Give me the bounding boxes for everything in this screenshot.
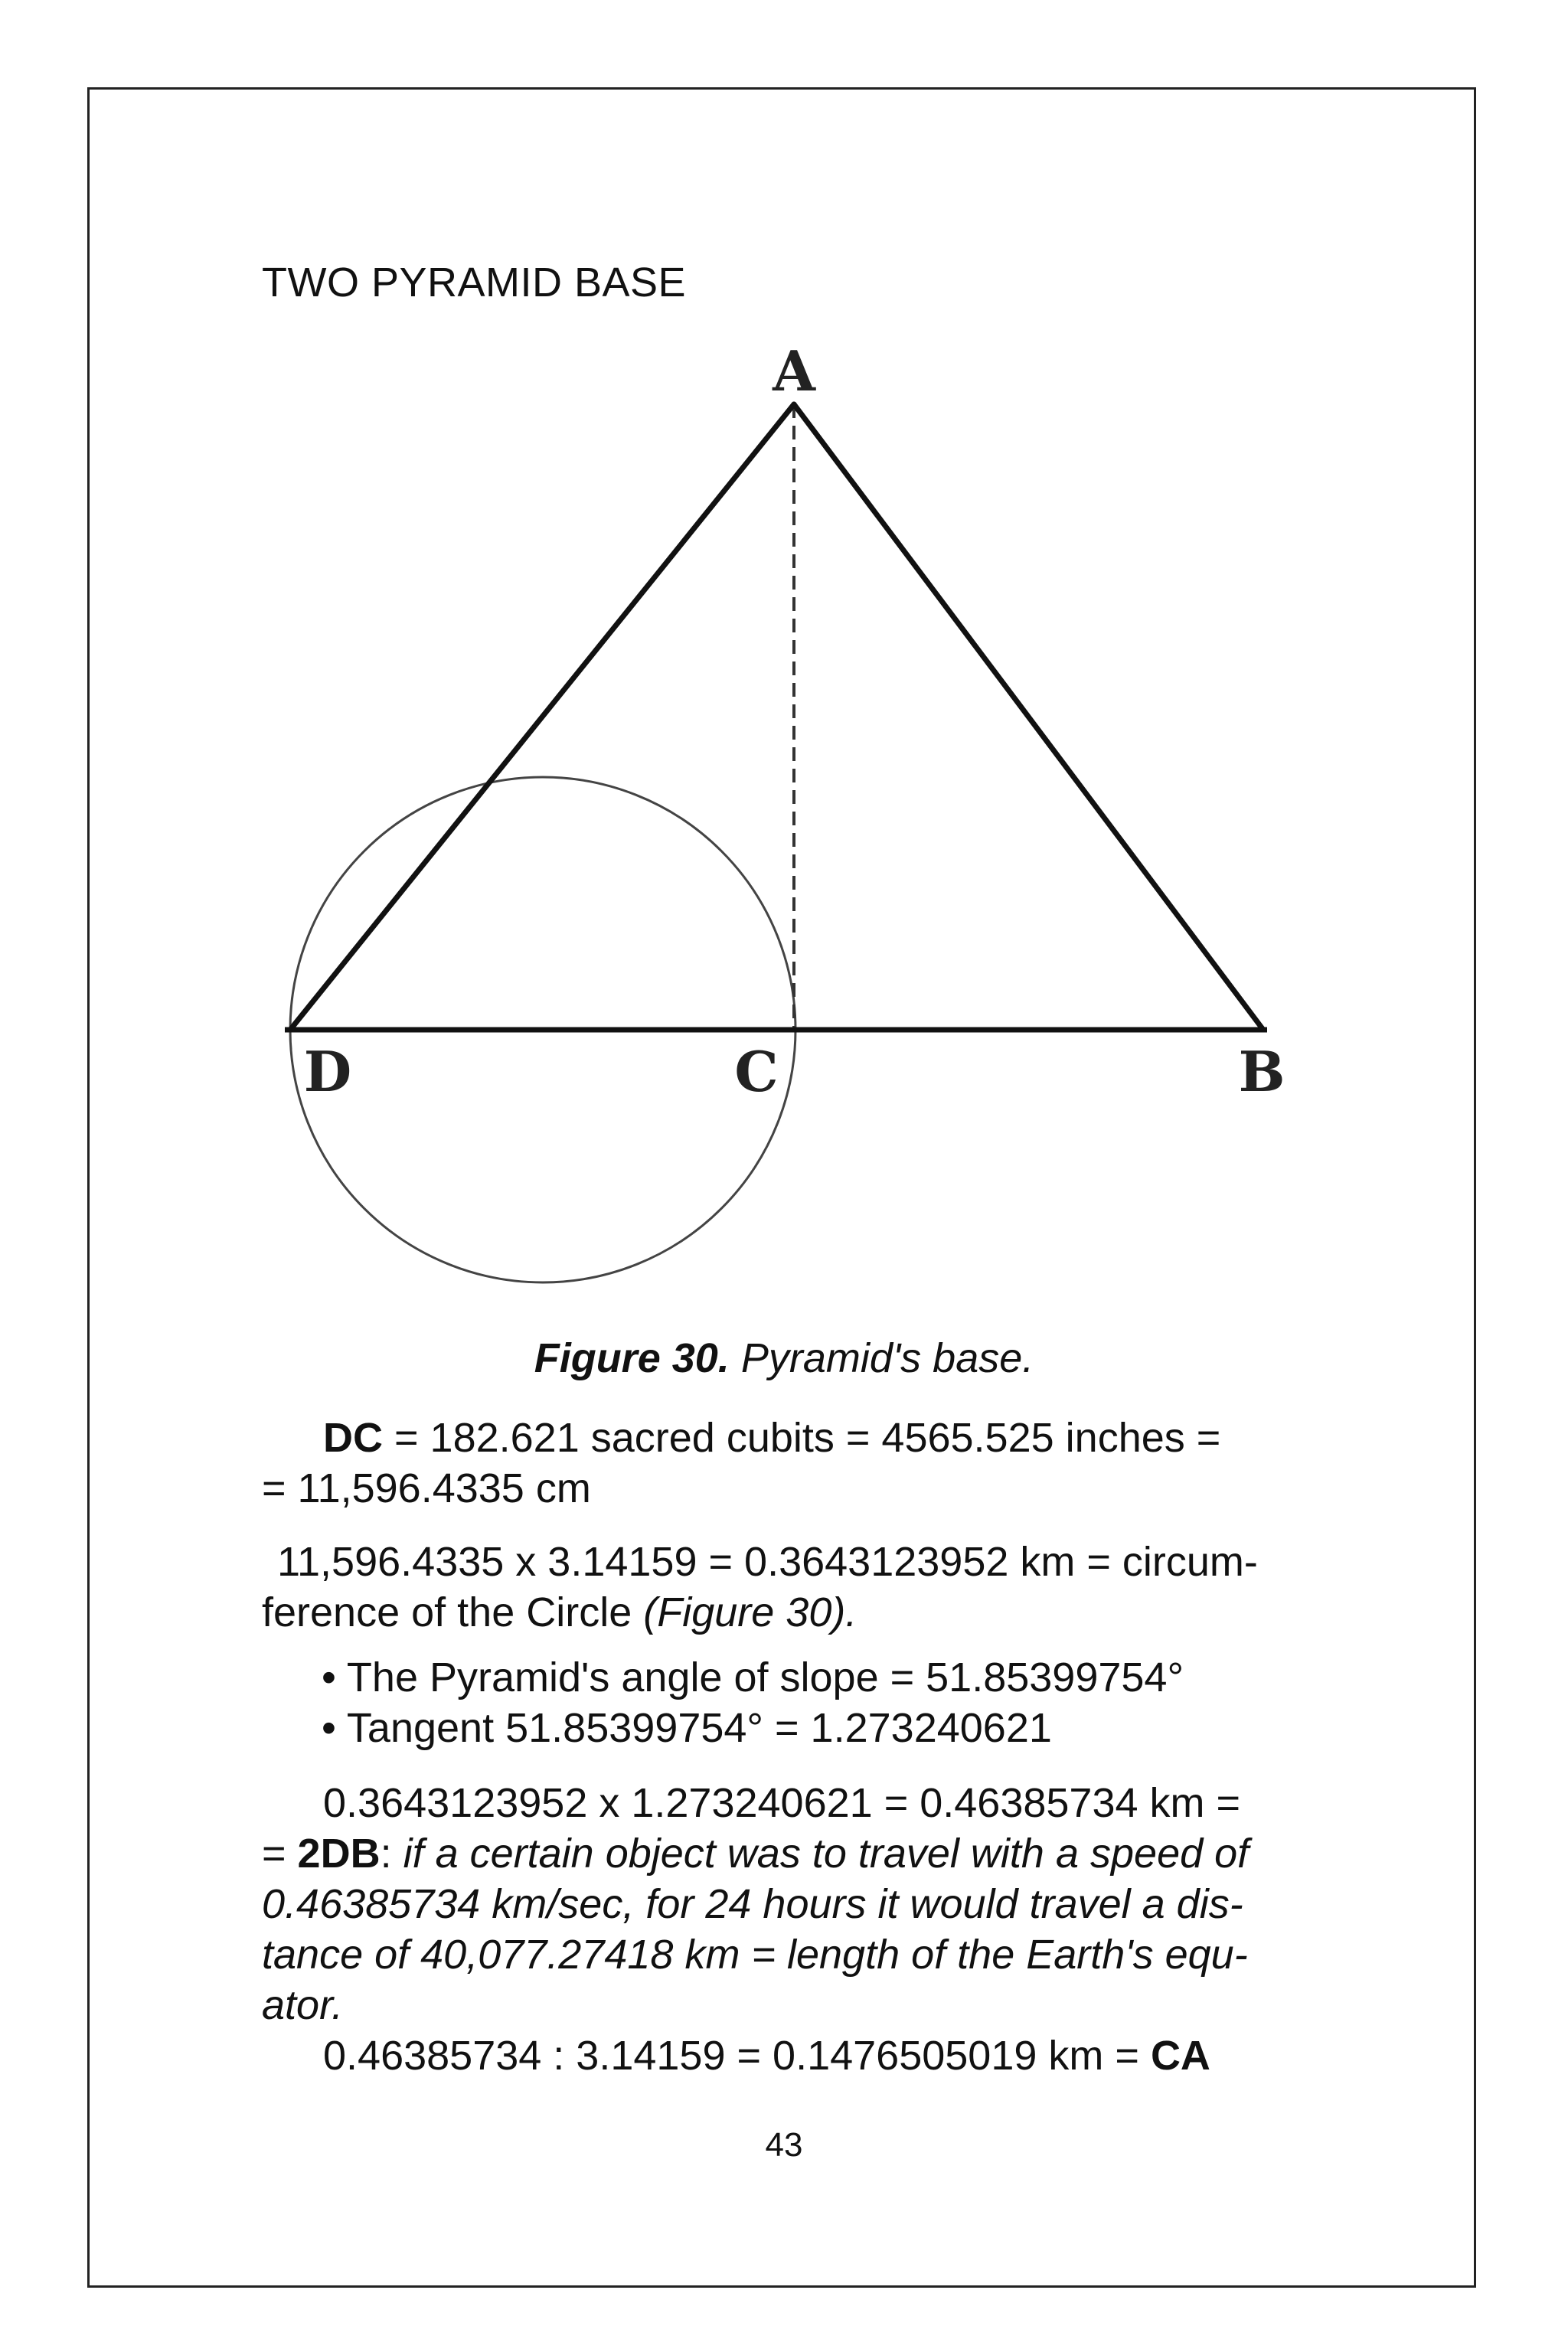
ca-label: CA	[1150, 2033, 1210, 2079]
calc-line-3	[262, 1879, 1306, 1929]
label-c: C	[734, 1039, 779, 1104]
calc-line-2	[262, 1828, 1306, 1879]
side-da	[290, 404, 794, 1030]
calc-line-1: 0.3643123952 x 1.273240621 = 0.46385734 km =	[323, 1780, 1241, 1826]
page-number: 43	[765, 2126, 803, 2164]
calc-colon: :	[380, 1831, 403, 1877]
ca-text: 0.46385734 : 3.14159 = 0.1476505019 km =	[323, 2033, 1151, 2079]
circumference-text: ference of the Circle	[262, 1589, 644, 1635]
ca-line	[262, 2030, 1367, 2081]
calc-italic-3: tance of 40,077.27418 km = length of the Earth's equ-	[262, 1932, 1248, 1978]
section-heading: TWO PYRAMID BASE	[262, 260, 687, 305]
calc-italic-2: 0.46385734 km/sec, for 24 hours it would travel a dis-	[262, 1881, 1243, 1927]
side-ab	[794, 404, 1263, 1030]
db-label: 2DB	[297, 1831, 381, 1877]
calc-line-5	[262, 1980, 1306, 2030]
circumference-line-1: 11,596.4335 x 3.14159 = 0.3643123952 km = circum-	[277, 1539, 1258, 1585]
label-a: A	[773, 338, 815, 403]
caption-label: Figure 30.	[534, 1335, 730, 1381]
label-d: D	[303, 1039, 352, 1104]
figure-reference: (Figure 30).	[643, 1589, 858, 1635]
dc-label: DC	[323, 1415, 383, 1461]
calc-prefix: =	[262, 1831, 298, 1877]
bullet-slope-angle: • The Pyramid's angle of slope = 51.85399754°	[322, 1655, 1184, 1700]
bullet-tangent: • Tangent 51.85399754° = 1.273240621	[322, 1705, 1052, 1751]
label-b: B	[1238, 1039, 1285, 1104]
figure-caption	[0, 1334, 1568, 1383]
bullet-list	[322, 1652, 1184, 1753]
dc-line-2: = 11,596.4335 cm	[262, 1465, 591, 1511]
calc-line-4	[262, 1929, 1306, 1980]
dc-value: = 182.621 sacred cubits = 4565.525 inches =	[383, 1415, 1221, 1461]
dc-line-1	[262, 1413, 1367, 1463]
calc-italic-4: ator.	[262, 1982, 344, 2028]
circumference-line-2	[262, 1587, 1306, 1638]
caption-text: Pyramid's base.	[740, 1335, 1034, 1381]
calc-italic-1: if a certain object was to travel with a speed of	[403, 1831, 1250, 1877]
